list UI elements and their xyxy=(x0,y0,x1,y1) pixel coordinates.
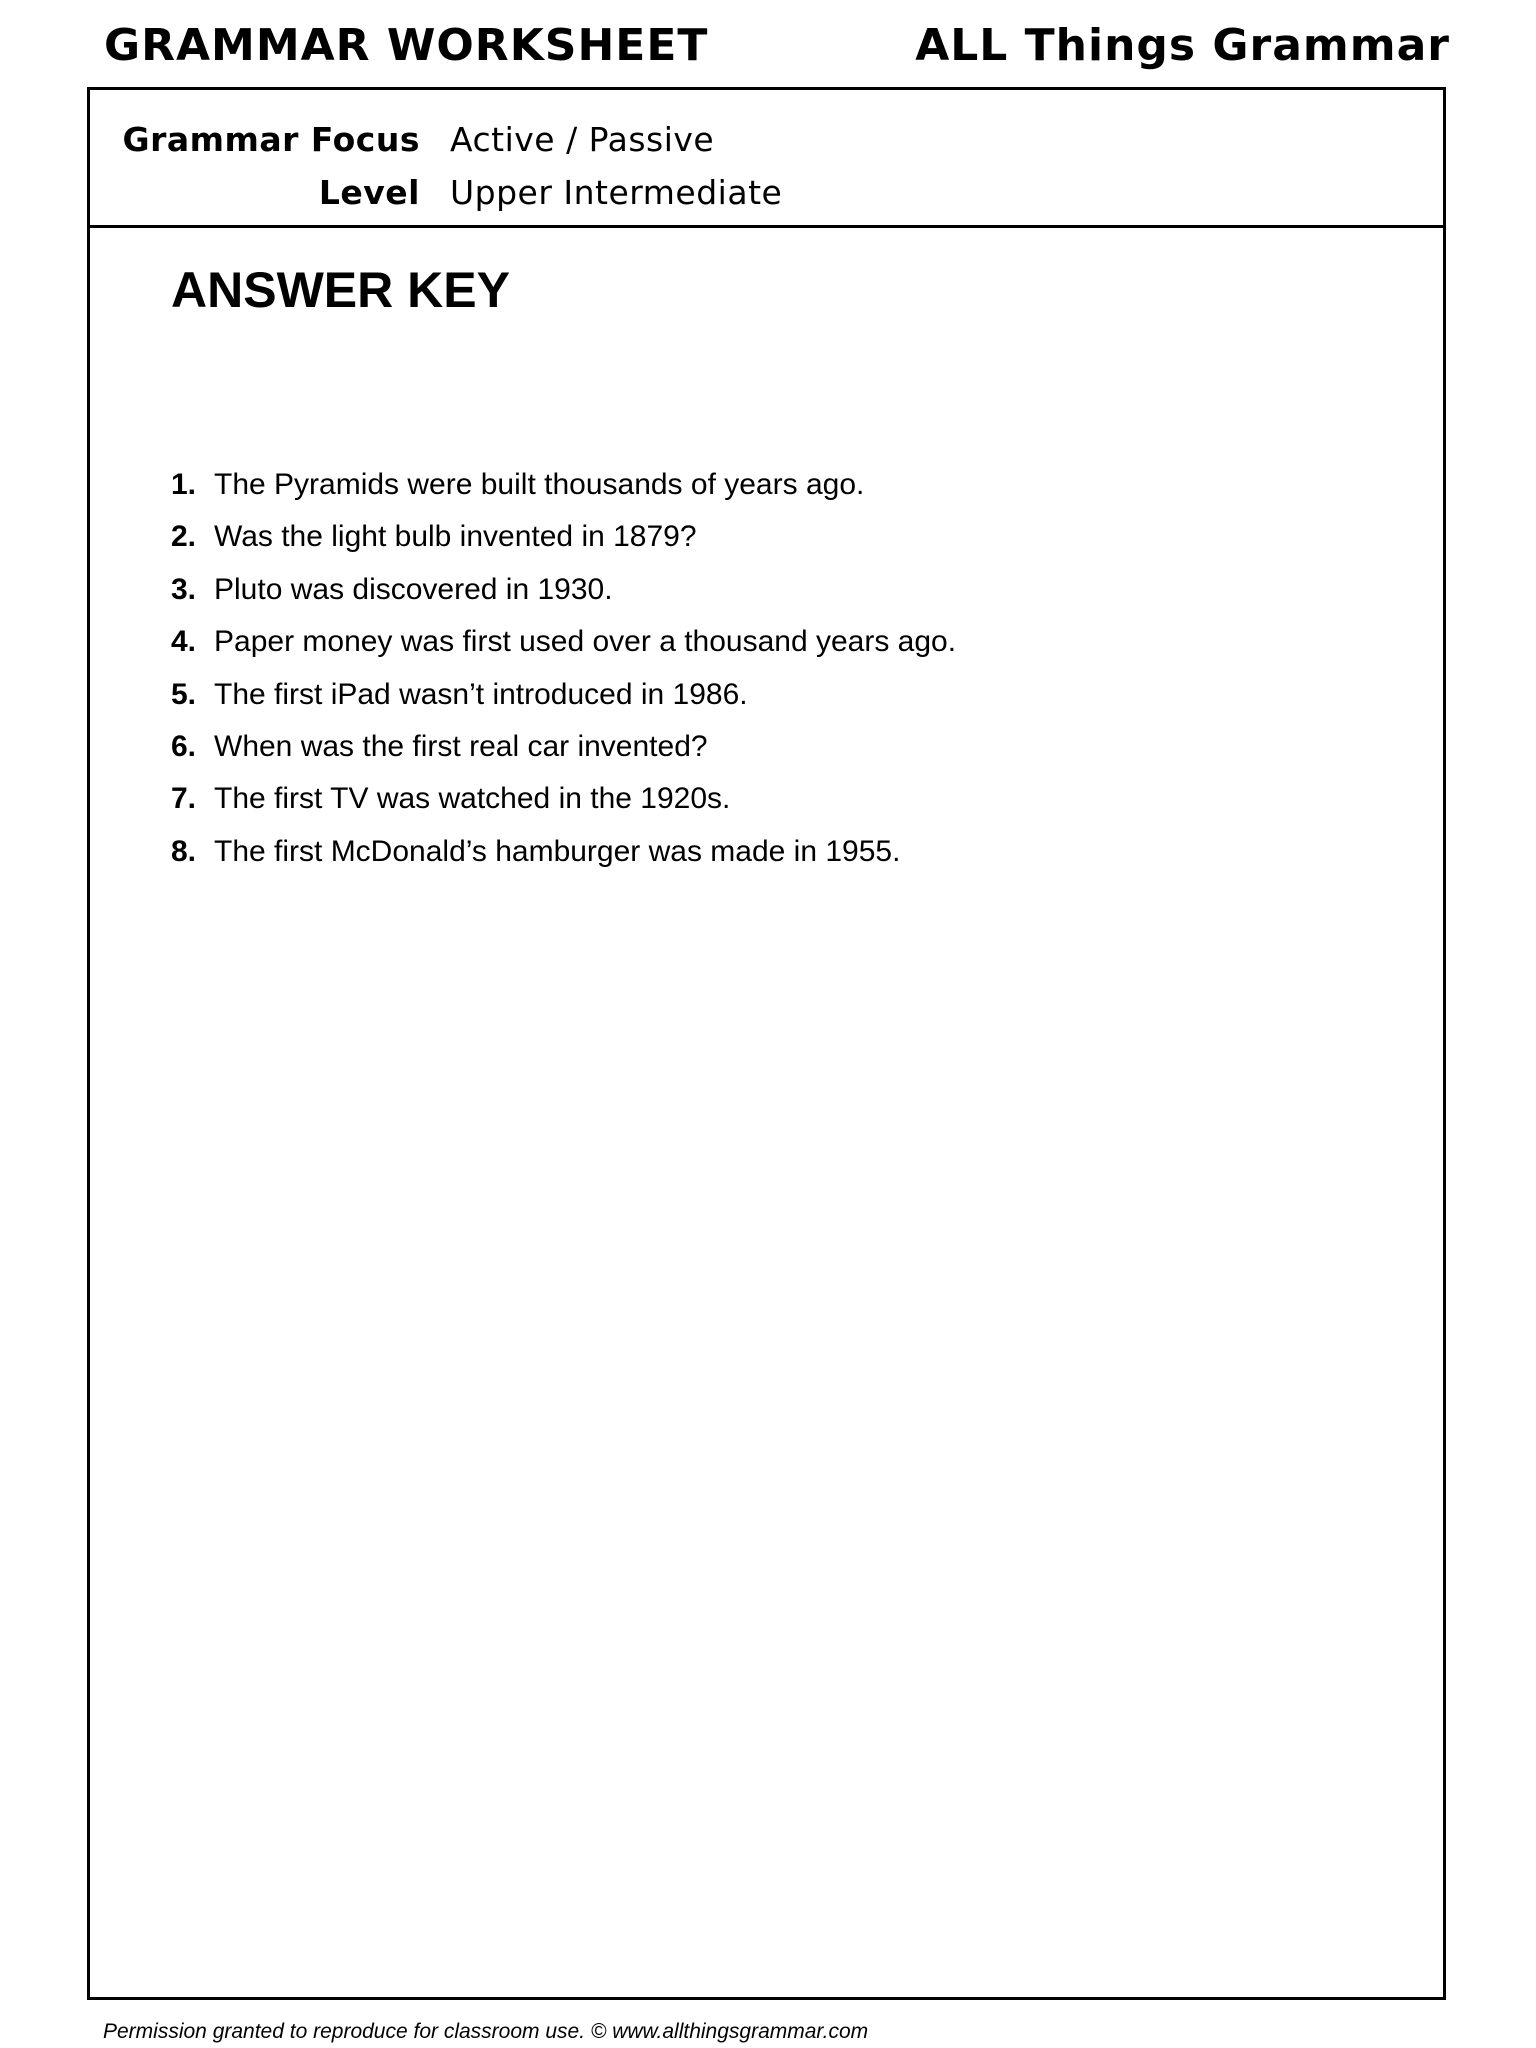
list-item xyxy=(171,835,956,887)
level-row xyxy=(90,166,1443,218)
list-item xyxy=(171,678,956,730)
answer-number: 6. xyxy=(171,729,197,763)
list-item xyxy=(171,782,956,834)
worksheet-frame xyxy=(87,87,1446,2000)
answer-list xyxy=(171,468,956,887)
grammar-focus-label: Grammar Focus xyxy=(122,119,420,159)
list-item xyxy=(171,625,956,677)
answer-number: 5. xyxy=(171,677,197,711)
grammar-focus-value: Active / Passive xyxy=(450,119,715,159)
answer-number: 7. xyxy=(171,782,197,816)
answer-text: When was the first real car invented? xyxy=(214,729,708,763)
answer-text: Was the light bulb invented in 1879? xyxy=(214,520,697,554)
answer-number: 4. xyxy=(171,625,197,659)
answer-text: Pluto was discovered in 1930. xyxy=(214,572,613,606)
answer-text: The first McDonald’s hamburger was made in 1955. xyxy=(214,834,901,868)
answer-number: 8. xyxy=(171,834,197,868)
list-item xyxy=(171,573,956,625)
answer-text: The Pyramids were built thousands of years ago. xyxy=(214,468,865,501)
answer-text: The first TV was watched in the 1920s. xyxy=(214,782,731,816)
worksheet-title: GRAMMAR WORKSHEET xyxy=(104,20,709,71)
level-value: Upper Intermediate xyxy=(450,172,783,212)
answer-text: The first iPad wasn’t introduced in 1986. xyxy=(214,677,748,711)
list-item xyxy=(171,468,956,520)
brand-title: ALL Things Grammar xyxy=(915,20,1450,71)
answer-text: Paper money was first used over a thousand years ago. xyxy=(214,625,957,659)
answer-number: 3. xyxy=(171,572,197,606)
copyright-footer: Permission granted to reproduce for classroom use. © www.allthingsgrammar.com xyxy=(103,2020,869,2043)
level-label: Level xyxy=(318,172,420,212)
answer-key-heading: ANSWER KEY xyxy=(171,262,510,318)
grammar-focus-row xyxy=(90,113,1443,165)
answer-number: 2. xyxy=(171,520,197,554)
list-item xyxy=(171,520,956,572)
list-item xyxy=(171,730,956,782)
info-box xyxy=(90,90,1443,228)
answer-number: 1. xyxy=(171,468,197,501)
